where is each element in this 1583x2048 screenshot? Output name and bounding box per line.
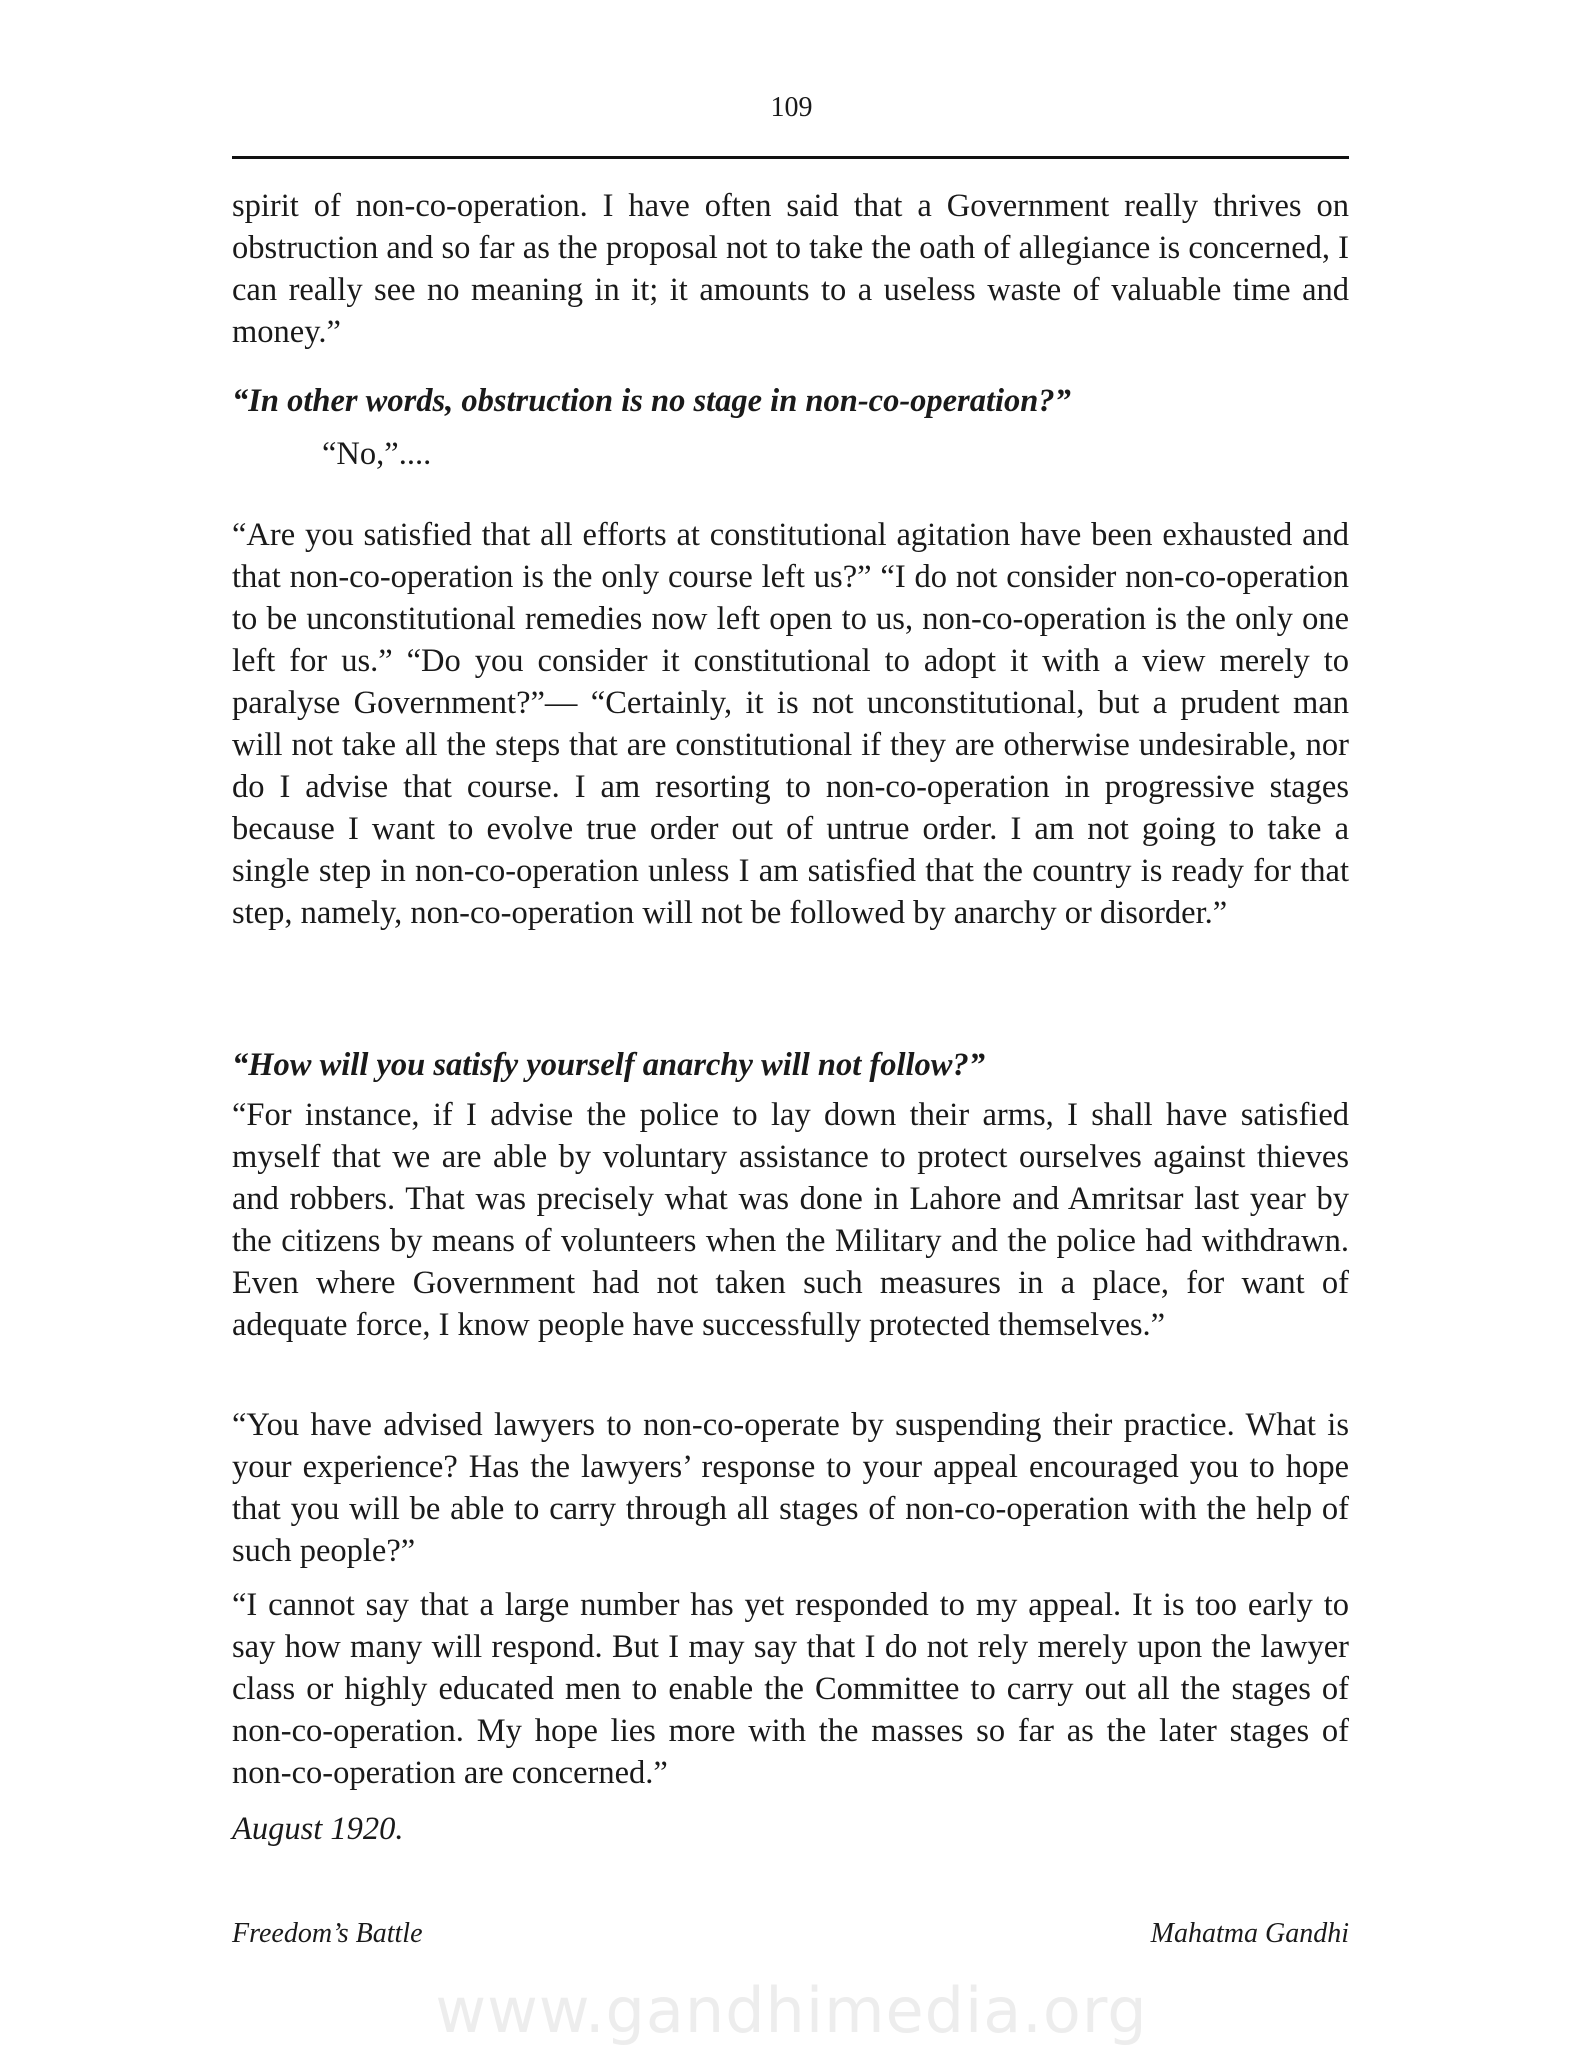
paragraph-1: spirit of non-co-operation. I have often said that a Government really thrives on obstruction and so far as the proposal not to take the oath of allegiance is concerned, I can really see no meaning in it; it amounts to a useless waste of valuable time and money.” [232,188,1349,350]
watermark: www.gandhimedia.org [435,1974,1148,2047]
paragraph-2: “Are you satisfied that all efforts at constitutional agitation have been exhausted and that non-co-operation is the only course left us?” “I do not consider non-co-operation to be unconstitutional remedies now left open to us, non-co-operation is the only one left for us.” “Do you consider it constitutional to adopt it with a view merely to paralyse Government?”— “Certainly, it is not unconstitutional, but a prudent man will not take all the steps that are constitutional if they are otherwise undesirable, nor do I advise that course. I am resorting to non-co-operation in progressive stages because I want to evolve true order out of untrue order. I am not going to take a single step in non-co-operation unless I am satisfied that the country is ready for that step, namely, non-co-operation will not be followed by anarchy or disorder.” [232,517,1349,931]
question-2: “How will you satisfy yourself anarchy will not follow?” [232,1047,985,1083]
page-number: 109 [770,92,813,123]
header-rule [232,156,1349,159]
footer-book-title: Freedom’s Battle [232,1918,423,1949]
footer-author: Mahatma Gandhi [1150,1918,1349,1949]
paragraph-4: “You have advised lawyers to non-co-operate by suspending their practice. What is your experience? Has the lawyers’ response to your appeal encouraged you to hope that you will be able to carry through all stages of non-co-operation with the help of such people?” [232,1407,1349,1569]
paragraph-5: “I cannot say that a large number has yet responded to my appeal. It is too early to say how many will respond. But I may say that I do not rely merely upon the lawyer class or highly educated men to enable the Committee to carry out all the stages of non-co-operation. My hope lies more with the masses so far as the later stages of non-co-operation are concerned.” [232,1587,1349,1791]
answer-1: “No,”.... [322,436,432,472]
question-1: “In other words, obstruction is no stage in non-co-operation?” [232,383,1071,419]
paragraph-3: “For instance, if I advise the police to lay down their arms, I shall have satisfied myself that we are able by voluntary assistance to protect ourselves against thieves and robbers. That was precisely what was done in Lahore and Amritsar last year by the citizens by means of volunteers when the Military and the police had withdrawn. Even where Government had not taken such measures in a place, for want of adequate force, I know people have successfully protected themselves.” [232,1097,1349,1343]
date-line: August 1920. [232,1811,404,1847]
